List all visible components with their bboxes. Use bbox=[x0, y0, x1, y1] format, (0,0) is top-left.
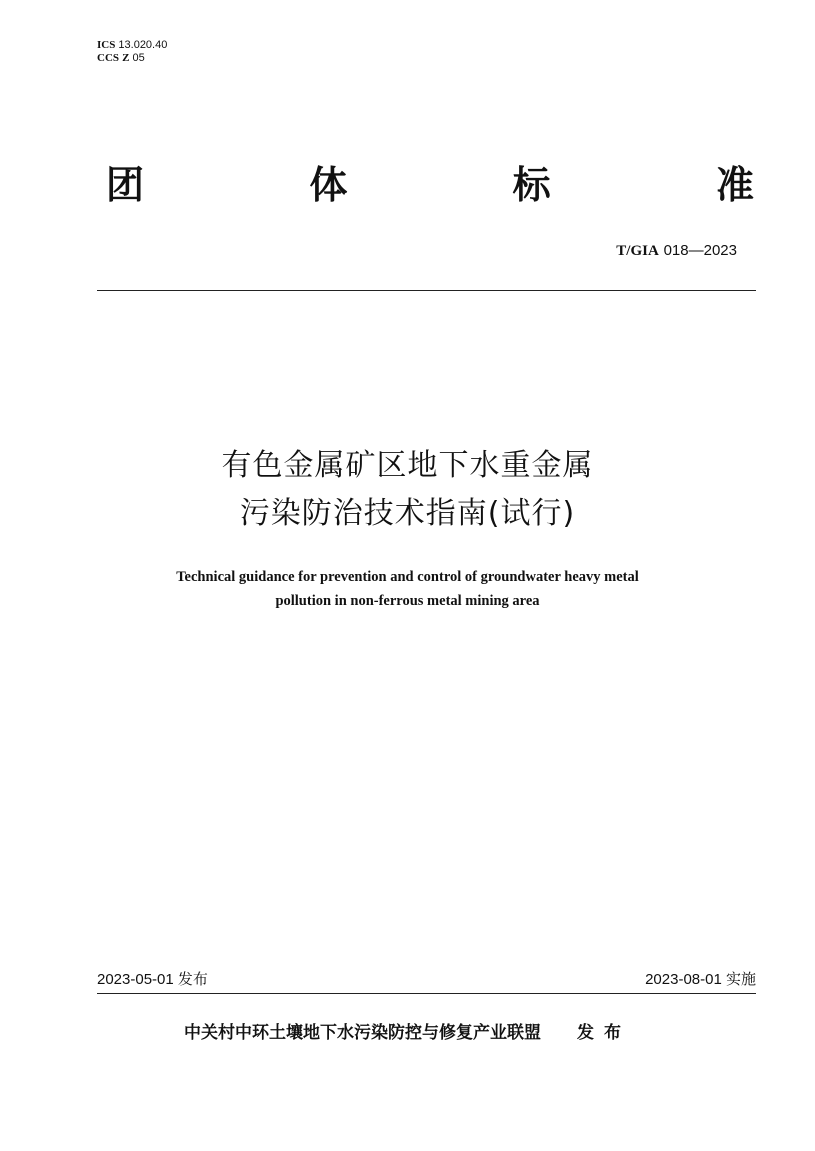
classification-codes bbox=[97, 39, 167, 65]
implementation-date: 2023-08-01 实施 bbox=[645, 971, 756, 988]
issue-date: 2023-05-01 发布 bbox=[97, 971, 208, 988]
standard-type-char: 体 bbox=[309, 163, 348, 207]
ics-code: 13.020.40 bbox=[118, 39, 168, 51]
standard-number-value: 018—2023 bbox=[663, 242, 737, 259]
title-zh-line: 污染防治技术指南(试行) bbox=[239, 496, 576, 531]
standard-number bbox=[616, 241, 737, 260]
publisher-line bbox=[0, 1018, 815, 1043]
standard-type-char: 标 bbox=[512, 163, 551, 207]
ccs-code: 05 bbox=[132, 52, 145, 64]
standard-number-prefix: T/GIA bbox=[616, 243, 659, 259]
ics-label: ICS bbox=[97, 39, 116, 51]
document-title-chinese bbox=[0, 442, 815, 538]
publish-word: 发布 bbox=[577, 1023, 631, 1043]
ccs-label: CCS bbox=[97, 52, 120, 64]
title-zh-line: 有色金属矿区地下水重金属 bbox=[221, 448, 594, 483]
standard-type-char: 准 bbox=[715, 163, 754, 207]
publisher-name: 中关村中环土壤地下水污染防控与修复产业联盟 bbox=[184, 1023, 541, 1043]
ccs-letter: Z bbox=[122, 52, 130, 64]
document-title-english bbox=[0, 565, 815, 613]
ics-code-row bbox=[97, 39, 167, 52]
ccs-code-row bbox=[97, 52, 167, 65]
title-en-line: pollution in non-ferrous metal mining area bbox=[275, 593, 540, 609]
bottom-divider bbox=[97, 993, 756, 994]
standard-type-heading bbox=[106, 160, 754, 210]
standard-type-char: 团 bbox=[106, 163, 145, 207]
top-divider bbox=[97, 290, 756, 291]
title-en-line: Technical guidance for prevention and control of groundwater heavy metal bbox=[176, 569, 639, 585]
